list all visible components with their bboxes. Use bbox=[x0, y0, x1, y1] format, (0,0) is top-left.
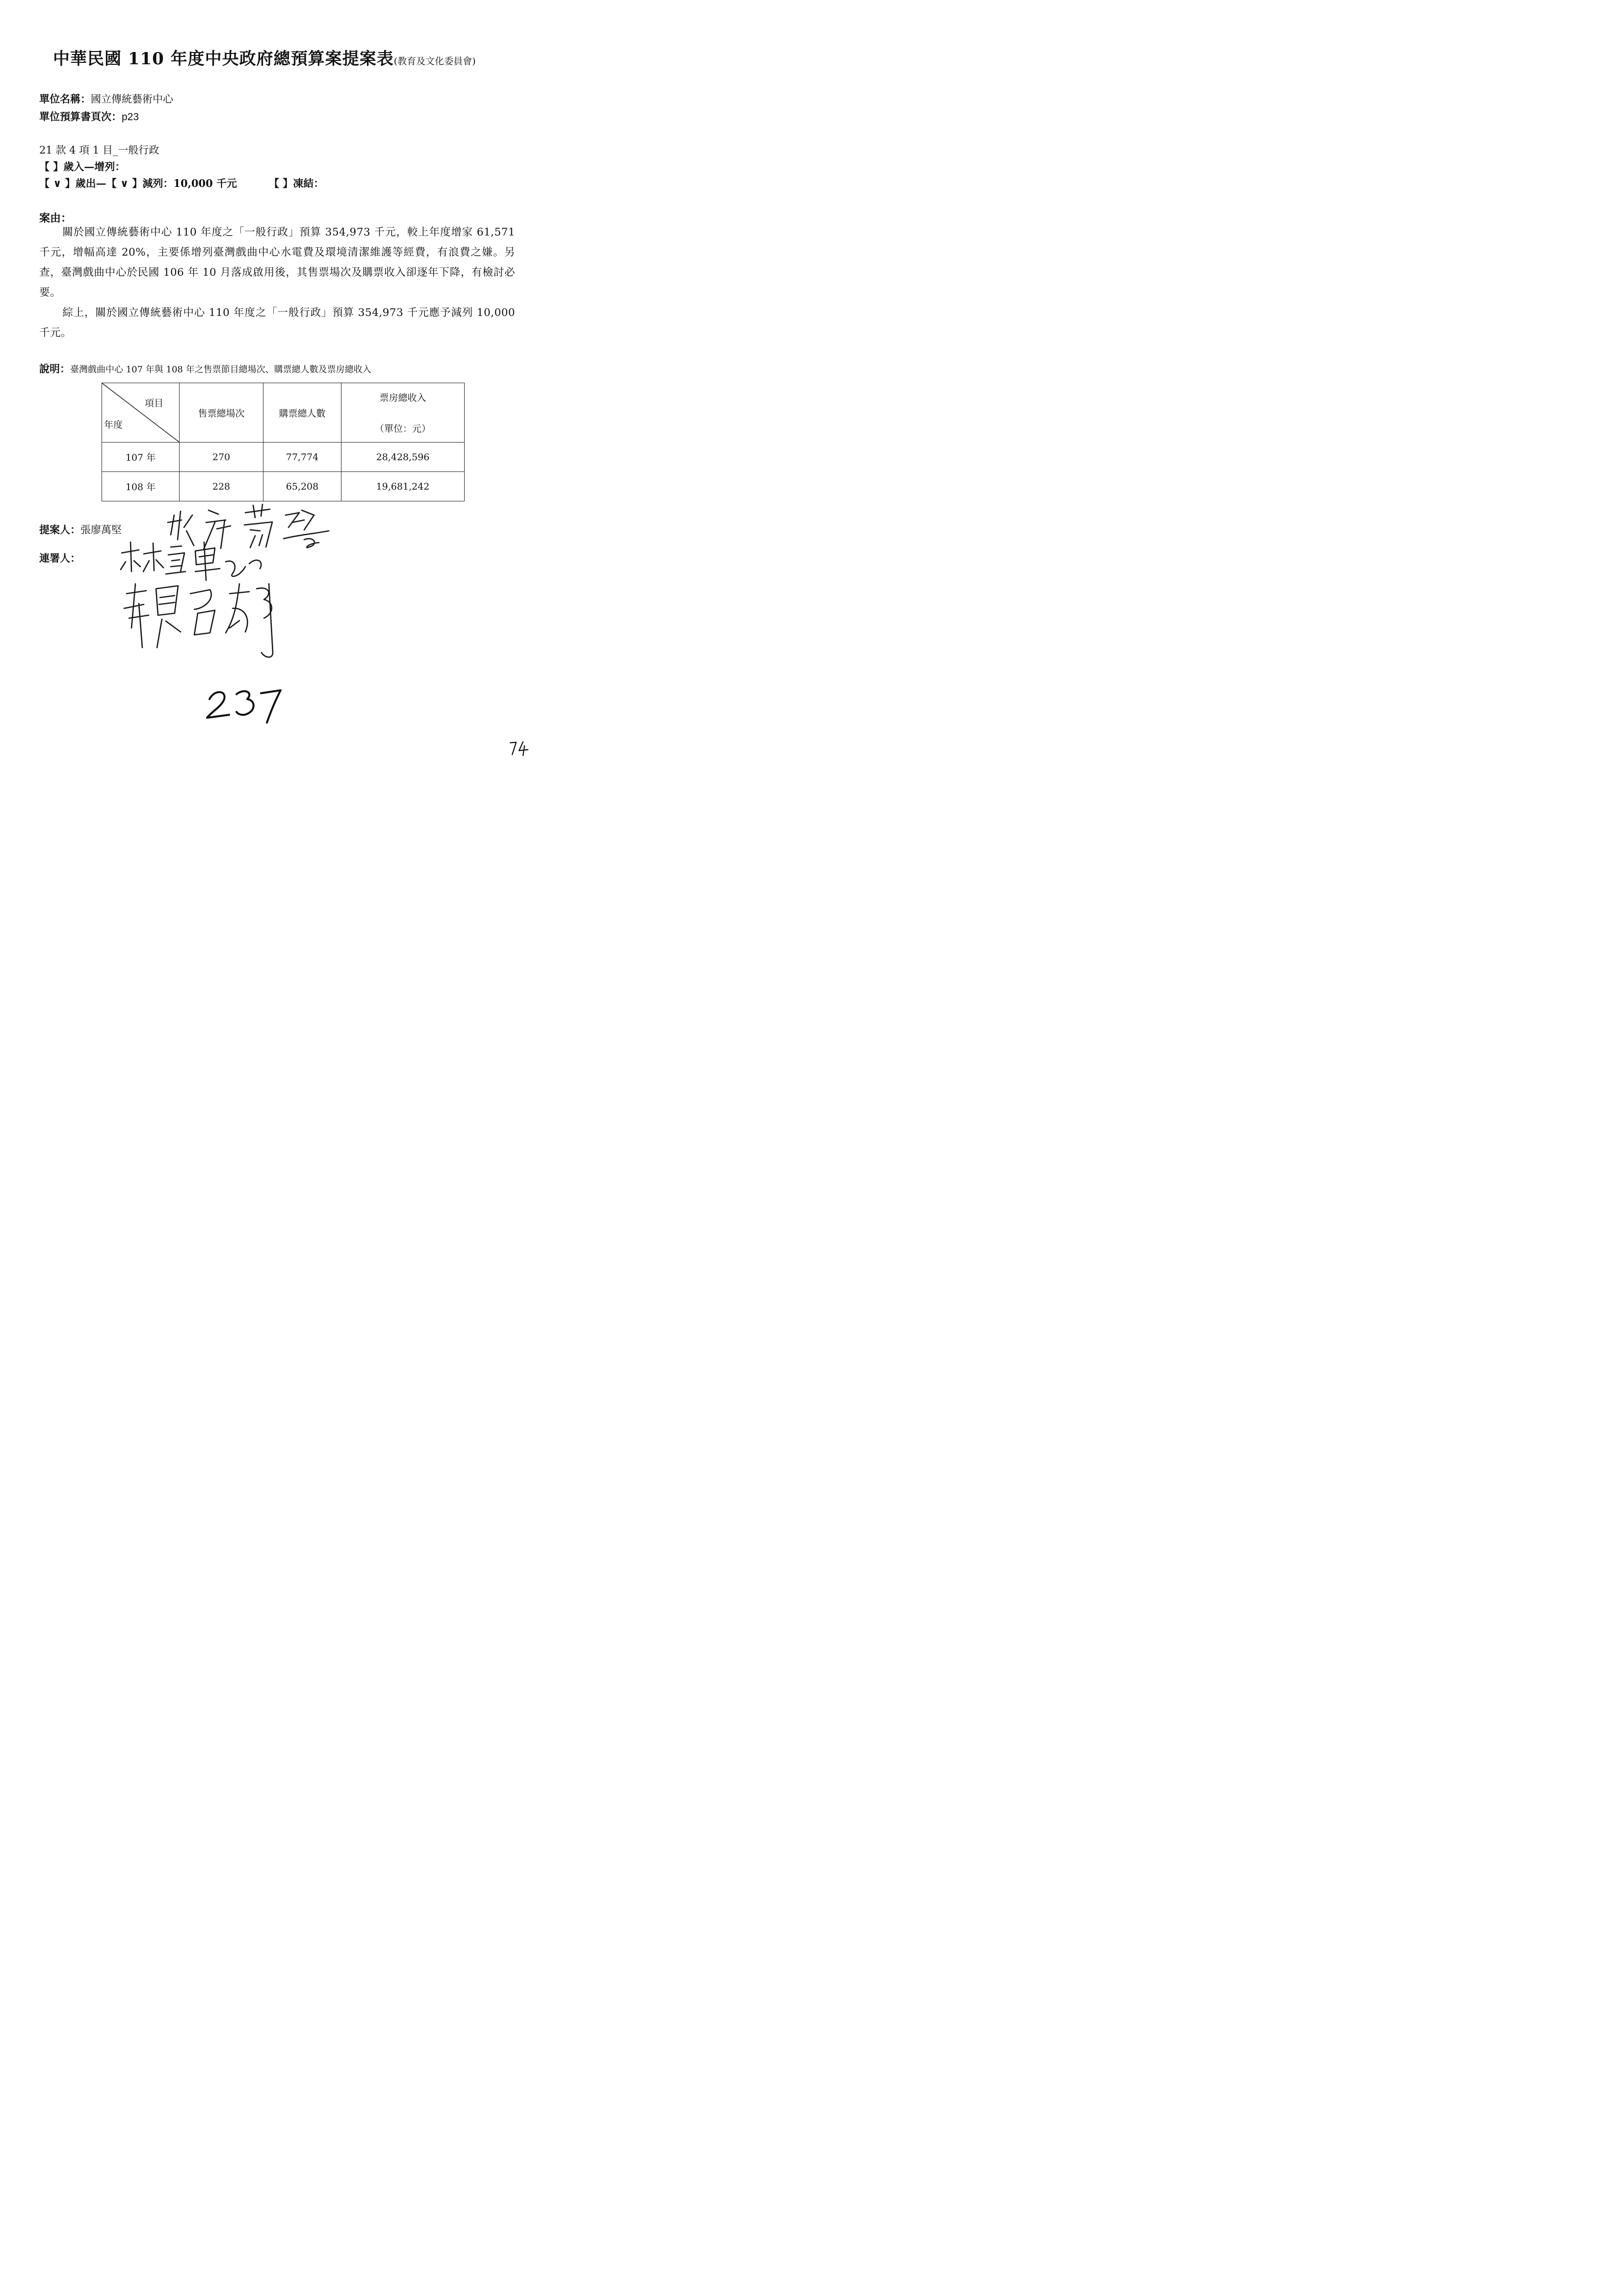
reason-paragraph-2: 綜上，關於國立傳統藝術中心 110 年度之「一般行政」預算 354,973 千元應予減列 10,000 千元。 bbox=[39, 307, 515, 339]
corner-cell bbox=[102, 383, 180, 443]
ticket-stats-table bbox=[102, 383, 465, 501]
unit-name-line bbox=[39, 91, 173, 106]
cell-year: 107 年 bbox=[102, 443, 180, 472]
explanation-label: 說明： bbox=[39, 363, 70, 375]
handwritten-number bbox=[202, 679, 290, 724]
proposer-line bbox=[39, 522, 122, 537]
cell-revenue: 19,681,242 bbox=[341, 472, 465, 501]
cell-shows: 228 bbox=[180, 472, 263, 501]
unit-page-label: 單位預算書頁次： bbox=[39, 110, 122, 123]
table-header-row bbox=[102, 383, 465, 443]
document-title bbox=[53, 45, 475, 69]
explanation-line bbox=[39, 361, 371, 376]
cell-buyers: 77,774 bbox=[263, 443, 341, 472]
title-committee: (教育及文化委員會) bbox=[393, 56, 476, 67]
corner-column-label: 項目 bbox=[144, 398, 163, 409]
unit-page-line bbox=[39, 109, 139, 124]
header-revenue-line1: 票房總收入 bbox=[379, 392, 426, 403]
explanation-text: 臺灣戲曲中心 107 年與 108 年之售票節目總場次、購票總人數及票房總收入 bbox=[70, 365, 371, 375]
handwritten-cosigner-signature bbox=[117, 574, 288, 662]
unit-page-value: p23 bbox=[122, 111, 139, 123]
corner-row-label: 年度 bbox=[104, 419, 123, 430]
corner-mark bbox=[508, 740, 530, 757]
header-buyers: 購票總人數 bbox=[263, 383, 341, 443]
freeze-line: 【 】凍結： bbox=[269, 177, 324, 189]
reason-paragraph-1: 關於國立傳統藝術中心 110 年度之「一般行政」預算 354,973 千元，較上年度增家 61,571 千元，增幅高達 20%，主要係增列臺灣戲曲中心水電費及環境清潔維護等經費，有浪費之嫌。另查，臺灣戲曲中心於民國 106 年 10 月落成啟用後，其售票場次及購票收入卻逐年下降，有檢討必要。 bbox=[39, 226, 515, 299]
header-revenue-line2: （單位：元） bbox=[374, 423, 431, 434]
unit-name-label: 單位名稱： bbox=[39, 93, 91, 105]
table-row bbox=[102, 472, 465, 501]
cell-buyers: 65,208 bbox=[263, 472, 341, 501]
reason-label: 案由： bbox=[39, 212, 72, 225]
header-revenue bbox=[341, 383, 465, 443]
reason-body bbox=[39, 222, 515, 343]
cell-revenue: 28,428,596 bbox=[341, 443, 465, 472]
table-row bbox=[102, 443, 465, 472]
revenue-line: 【 】歲入—增列： bbox=[39, 160, 126, 173]
unit-name-value: 國立傳統藝術中心 bbox=[91, 93, 173, 105]
title-main: 中華民國 110 年度中央政府總預算案提案表 bbox=[53, 49, 394, 69]
cell-year: 108 年 bbox=[102, 472, 180, 501]
expenditure-line: 【 ∨ 】歲出—【 ∨ 】減列：10,000 千元 bbox=[39, 177, 237, 189]
cosigner-label: 連署人： bbox=[39, 552, 80, 564]
proposer-label: 提案人： bbox=[39, 523, 80, 536]
budget-item: 21 款 4 項 1 目_一般行政 bbox=[39, 144, 159, 156]
diagonal-line bbox=[102, 383, 179, 442]
proposer-name: 張廖萬堅 bbox=[80, 524, 122, 536]
cell-shows: 270 bbox=[180, 443, 263, 472]
header-shows: 售票總場次 bbox=[180, 383, 263, 443]
